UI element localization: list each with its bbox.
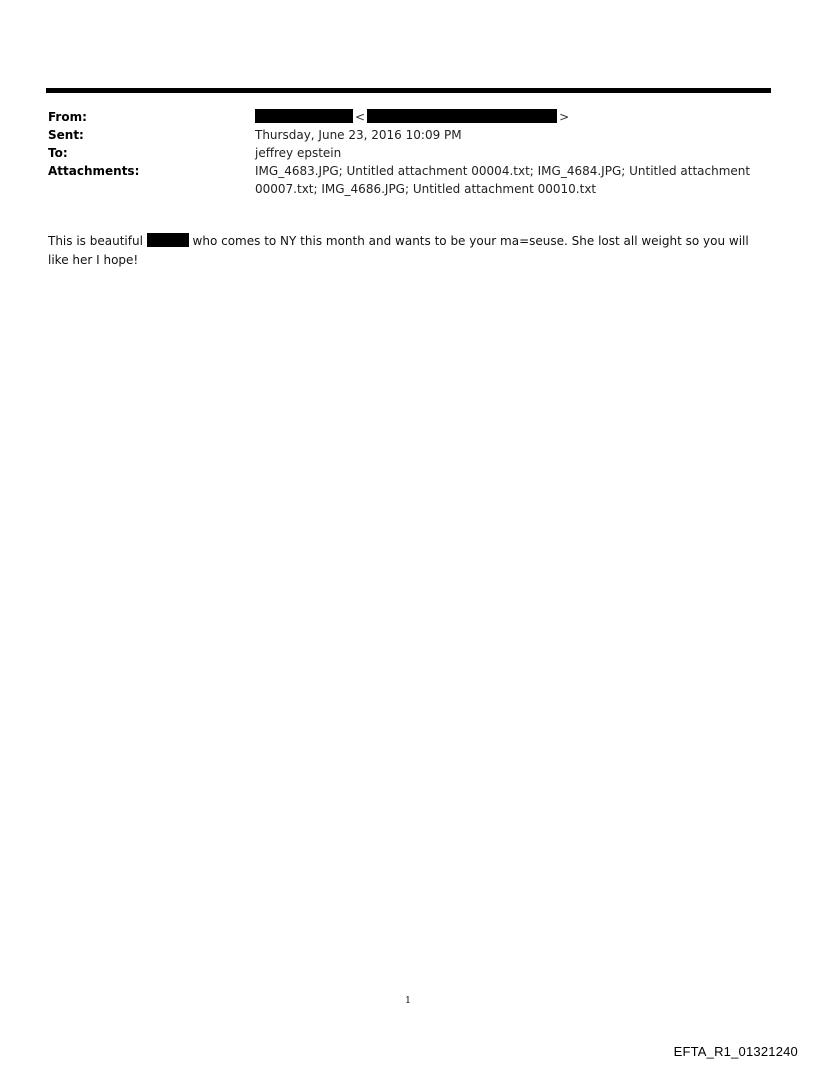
email-header — [48, 108, 768, 198]
redaction-box — [147, 233, 189, 247]
attachments-line: IMG_4683.JPG; Untitled attachment 00004.txt; IMG_4684.JPG; Untitled attachment — [255, 164, 751, 178]
from-row — [48, 108, 768, 126]
redaction-box — [367, 109, 557, 123]
sent-value: Thursday, June 23, 2016 10:09 PM — [255, 128, 462, 142]
attachments-label: Attachments: — [48, 164, 140, 178]
attachments-row — [48, 162, 768, 198]
attachments-value — [255, 162, 768, 198]
body-text-part: who comes to NY this month and wants to be your ma=seuse. She lost all weight so you will like her I hope! — [48, 234, 749, 267]
bates-number: EFTA_R1_01321240 — [673, 1044, 798, 1059]
page-number: 1 — [405, 996, 411, 1006]
email-body — [48, 232, 768, 270]
header-divider — [46, 88, 771, 93]
from-open-bracket: < — [355, 110, 366, 124]
sent-label: Sent: — [48, 128, 84, 142]
attachments-line: 00007.txt; IMG_4686.JPG; Untitled attachment 00010.txt — [255, 182, 597, 196]
to-row — [48, 144, 768, 162]
from-close-bracket: > — [559, 110, 570, 124]
from-value — [255, 108, 768, 126]
to-value: jeffrey epstein — [255, 146, 342, 160]
sent-row — [48, 126, 768, 144]
redaction-box — [255, 109, 353, 123]
body-text-part: This is beautiful — [48, 234, 147, 248]
to-label: To: — [48, 146, 68, 160]
from-label: From: — [48, 110, 87, 124]
